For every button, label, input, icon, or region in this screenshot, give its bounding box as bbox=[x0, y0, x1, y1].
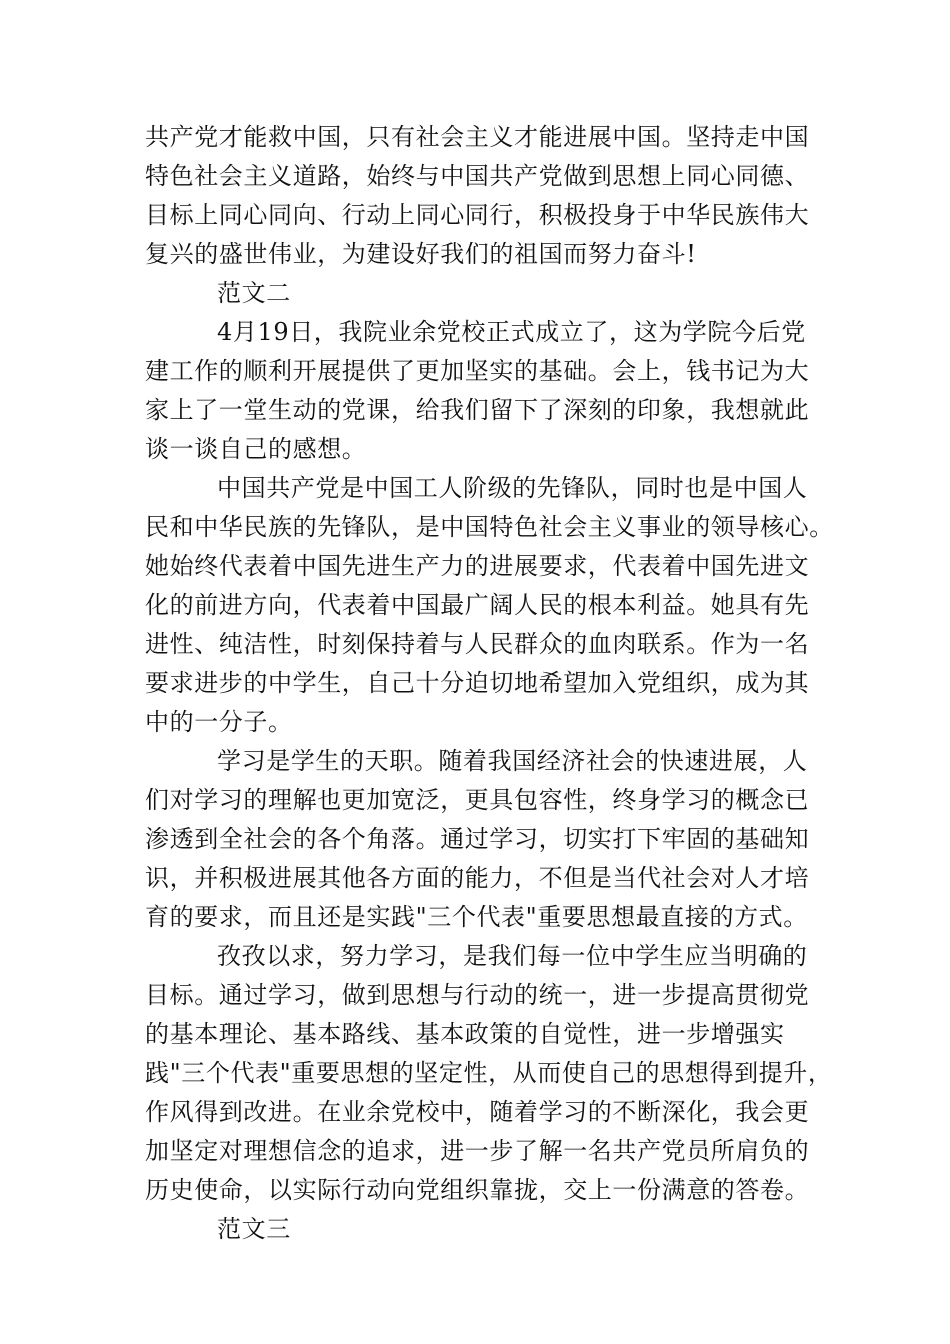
text-line: 谈一谈自己的感想。 bbox=[145, 435, 367, 463]
text-line: 的基本理论、基本路线、基本政策的自觉性，进一步增强实 bbox=[145, 1020, 785, 1048]
text-line: 作风得到改进。在业余党校中，随着学习的不断深化，我会更 bbox=[145, 1098, 810, 1126]
text-line: 目标上同心同向、行动上同心同行，积极投身于中华民族伟大 bbox=[145, 201, 810, 229]
document-body bbox=[145, 118, 834, 1249]
text-line: 中的一分子。 bbox=[145, 708, 293, 736]
text-line: 历史使命，以实际行动向党组织靠拢，交上一份满意的答卷。 bbox=[145, 1176, 810, 1204]
text-line: 中国共产党是中国工人阶级的先锋队，同时也是中国人 bbox=[217, 474, 808, 502]
text-line: 学习是学生的天职。随着我国经济社会的快速进展，人 bbox=[217, 747, 808, 775]
text-line: 践"三个代表"重要思想的坚定性，从而使自己的思想得到提升， bbox=[145, 1059, 833, 1087]
text-line: 要求进步的中学生，自己十分迫切地希望加入党组织，成为其 bbox=[145, 669, 810, 697]
text-line: 化的前进方向，代表着中国最广阔人民的根本利益。她具有先 bbox=[145, 591, 810, 619]
text-line: 特色社会主义道路，始终与中国共产党做到思想上同心同德、 bbox=[145, 162, 810, 190]
text-line: 孜孜以求，努力学习，是我们每一位中学生应当明确的 bbox=[217, 942, 808, 970]
text-line: 加坚定对理想信念的追求，进一步了解一名共产党员所肩负的 bbox=[145, 1137, 810, 1165]
text-line: 识，并积极进展其他各方面的能力，不但是当代社会对人才培 bbox=[145, 864, 810, 892]
text-line: 进性、纯洁性，时刻保持着与人民群众的血肉联系。作为一名 bbox=[145, 630, 810, 658]
text-line: 4月19日，我院业余党校正式成立了，这为学院今后党 bbox=[217, 318, 806, 346]
text-line: 家上了一堂生动的党课，给我们留下了深刻的印象，我想就此 bbox=[145, 396, 810, 424]
section-heading-fanwen-2: 范文二 bbox=[217, 279, 291, 307]
text-line: 目标。通过学习，做到思想与行动的统一，进一步提高贯彻党 bbox=[145, 981, 810, 1009]
text-line: 渗透到全社会的各个角落。通过学习，切实打下牢固的基础知 bbox=[145, 825, 810, 853]
text-line: 民和中华民族的先锋队，是中国特色社会主义事业的领导核心。 bbox=[145, 513, 834, 541]
text-line: 她始终代表着中国先进生产力的进展要求，代表着中国先进文 bbox=[145, 552, 810, 580]
text-line: 建工作的顺利开展提供了更加坚实的基础。会上，钱书记为大 bbox=[145, 357, 810, 385]
text-line: 们对学习的理解也更加宽泛，更具包容性，终身学习的概念已 bbox=[145, 786, 810, 814]
text-line: 复兴的盛世伟业，为建设好我们的祖国而努力奋斗! bbox=[145, 240, 697, 268]
text-line: 育的要求，而且还是实践"三个代表"重要思想最直接的方式。 bbox=[145, 903, 808, 931]
section-heading-fanwen-3: 范文三 bbox=[217, 1215, 291, 1243]
text-line: 共产党才能救中国，只有社会主义才能进展中国。坚持走中国 bbox=[145, 123, 810, 151]
